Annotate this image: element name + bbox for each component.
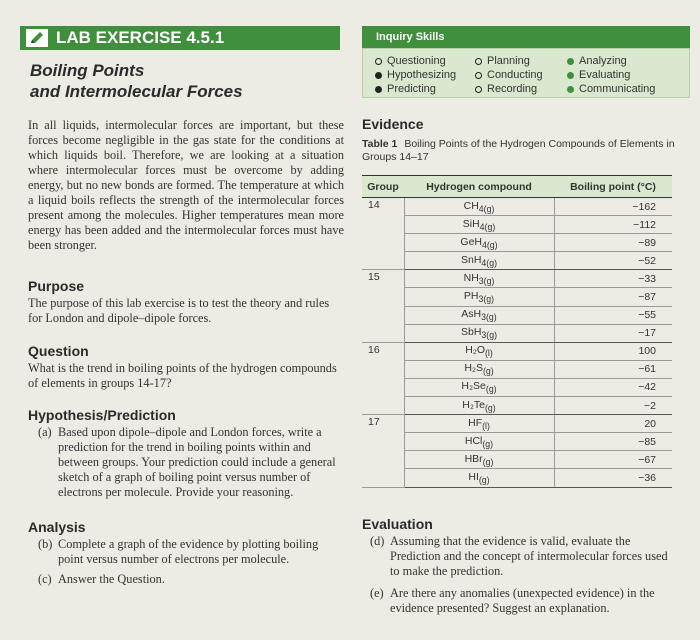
item-text: Answer the Question. [58,572,165,586]
table-row [362,288,672,306]
table-row [362,234,672,252]
boiling-point-cell: −67 [554,451,672,469]
col-header-boiling-point: Boiling point (°C) [554,176,672,198]
hypothesis-heading: Hypothesis/Prediction [28,407,176,423]
skills-column-1 [375,54,456,96]
skill-label: Predicting [387,83,436,95]
table-row [362,216,672,234]
state-subscript: (g) [486,312,497,323]
open-bullet-icon [375,58,382,65]
open-bullet-icon [475,58,482,65]
compound-formula: SnH [460,253,482,266]
compound-cell [404,360,554,378]
compound-cell [404,415,554,433]
item-label: (a) [38,425,52,439]
pencil-icon [26,29,48,47]
boiling-point-cell: −42 [554,378,672,396]
compound-formula: CH [463,199,479,212]
table-row [362,469,672,487]
boiling-point-cell: −2 [554,397,672,415]
compound-cell [404,469,554,487]
analysis-item-c [38,572,344,587]
skill-item [567,82,655,96]
skill-item [475,54,543,68]
compound-formula: HI [468,470,479,483]
compound-formula: NH [463,271,479,284]
skill-label: Questioning [387,55,446,67]
state-subscript: (l) [485,348,493,359]
filled-bullet-icon [567,72,574,79]
compound-cell [404,342,554,360]
skill-label: Conducting [487,69,543,81]
table-row [362,252,672,270]
title-line-1: Boiling Points [30,61,145,80]
skill-label: Planning [487,55,530,67]
col-header-group: Group [362,176,404,198]
boiling-point-cell: −87 [554,288,672,306]
compound-formula: SiH [462,217,480,230]
compound-cell [404,397,554,415]
table-row [362,451,672,469]
compound-cell [404,198,554,216]
question-heading: Question [28,343,89,359]
group-cell: 14 [362,198,404,270]
item-text: Complete a graph of the evidence by plotting boiling point versus number of electrons per molecule. [58,537,319,566]
banner-text: LAB EXERCISE 4.5.1 [56,28,225,47]
skill-item [475,82,543,96]
formula-subscript: 3 [481,330,487,341]
boiling-point-cell: 100 [554,342,672,360]
formula-subscript: 4 [481,257,487,268]
table-row [362,198,672,216]
boiling-point-cell: −61 [554,360,672,378]
compound-formula: HBr [464,452,483,465]
table-label: Table 1 [362,138,398,150]
formula-subscript: 3 [478,275,484,286]
skill-label: Communicating [579,83,656,95]
group-cell: 17 [362,415,404,487]
compound-cell [404,433,554,451]
skill-item [475,68,543,82]
filled-bullet-icon [375,72,382,79]
table-row [362,360,672,378]
evaluation-item-d [370,534,680,579]
inquiry-skills-panel [362,48,690,98]
skill-item [375,54,456,68]
state-subscript: (g) [486,239,498,250]
hypothesis-item-a [38,425,344,500]
compound-formula: H₂Te [462,398,486,411]
boiling-point-cell: −55 [554,306,672,324]
open-bullet-icon [475,72,482,79]
boiling-point-cell: −85 [554,433,672,451]
table-row [362,378,672,396]
purpose-text: The purpose of this lab exercise is to test the theory and rules for London and dipole–dipole forces. [28,296,330,325]
evaluation-item-e [370,586,680,616]
state-subscript: (g) [482,366,494,377]
compound-cell [404,216,554,234]
compound-formula: PH [463,289,479,302]
skill-item [567,54,655,68]
skills-column-3 [567,54,655,96]
col-header-compound: Hydrogen compound [404,176,554,198]
table-caption-text: Boiling Points of the Hydrogen Compounds of Elements in Groups 14–17 [362,138,675,163]
state-subscript: (g) [482,438,494,449]
state-subscript: (g) [483,275,495,286]
table-caption [362,138,692,164]
compound-formula: HF [468,416,483,429]
formula-subscript: 4 [482,239,487,250]
formula-subscript: 4 [479,221,485,232]
state-subscript: (g) [486,330,497,341]
compound-cell [404,270,554,288]
table-row [362,306,672,324]
skill-label: Analyzing [579,55,627,67]
item-text: Assuming that the evidence is valid, evaluate the Prediction and the concept of intermolecular forces used to make the prediction. [390,534,668,578]
state-subscript: (g) [485,402,496,413]
boiling-point-cell: 20 [554,415,672,433]
compound-cell [404,252,554,270]
compound-cell [404,306,554,324]
boiling-point-cell: −36 [554,469,672,487]
state-subscript: (g) [485,384,497,395]
item-label: (c) [38,572,52,586]
item-text: Are there any anomalies (unexpected evidence) in the evidence presented? Suggest an explanation. [390,586,655,615]
skill-item [567,68,655,82]
boiling-point-cell: −17 [554,324,672,342]
lab-exercise-banner [20,26,340,50]
compound-cell [404,288,554,306]
compound-formula: AsH [461,308,482,321]
state-subscript: (g) [484,221,496,232]
compound-formula: HCl [464,434,483,447]
state-subscript: (g) [478,475,490,485]
skill-label: Hypothesizing [387,69,457,81]
intro-paragraph: In all liquids, intermolecular forces are important, but these forces become negligible in the gas state for the conditions at which liquids boil. Therefore, we are looking at a situation where intermolecular forces must be overcome by adding energy, but no new bonds are formed. The temperature at which a liquid boils reflects the strength of the intermolecular forces present among the molecules. Higher temperatures mean more energy has been added and the intermolecular forces must have been stronger. [28,118,344,252]
skill-label: Recording [487,83,538,95]
compound-cell [404,451,554,469]
boiling-point-cell: −33 [554,270,672,288]
state-subscript: (g) [483,294,495,305]
filled-bullet-icon [375,86,382,93]
boiling-point-cell: −162 [554,198,672,216]
group-cell: 16 [362,342,404,414]
question-text: What is the trend in boiling points of the hydrogen compounds of elements in groups 14-17? [28,361,337,390]
compound-formula: H₂S [464,362,483,375]
item-label: (d) [370,534,385,548]
item-label: (b) [38,537,53,551]
compound-cell [404,378,554,396]
compound-formula: SbH [460,326,482,339]
group-cell: 15 [362,270,404,342]
compound-cell [404,324,554,342]
inquiry-skills-heading: Inquiry Skills [362,26,690,48]
table-header-row [362,176,672,198]
analysis-heading: Analysis [28,519,86,535]
compound-formula: GeH [460,235,482,248]
evidence-heading: Evidence [362,116,424,132]
formula-subscript: 3 [478,294,484,305]
item-label: (e) [370,586,384,600]
evaluation-heading: Evaluation [362,516,433,532]
table-row [362,415,672,433]
table-row [362,324,672,342]
title-line-2: and Intermolecular Forces [30,82,243,101]
skills-column-2 [475,54,543,96]
state-subscript: (g) [486,257,497,268]
table-row [362,342,672,360]
table-row [362,433,672,451]
compound-formula: H₂Se [461,380,486,393]
boiling-point-cell: −112 [554,216,672,234]
boiling-point-table [362,175,672,488]
page-title [30,60,330,102]
state-subscript: (l) [482,420,490,431]
skill-item [375,68,456,82]
boiling-point-cell: −89 [554,234,672,252]
open-bullet-icon [475,86,482,93]
table-row [362,397,672,415]
state-subscript: (g) [482,456,494,467]
item-text: Based upon dipole–dipole and London forces, write a prediction for the trend in boiling points within and between groups. Your prediction could include a general sketch of a graph of boiling point versus number of electrons per molecule. Provide your reasoning. [58,425,336,499]
compound-cell [404,234,554,252]
filled-bullet-icon [567,86,574,93]
purpose-heading: Purpose [28,278,85,294]
formula-subscript: 4 [478,203,484,214]
formula-subscript: 3 [481,312,486,323]
analysis-item-b [38,537,344,567]
state-subscript: (g) [483,203,495,214]
boiling-point-cell: −52 [554,252,672,270]
compound-formula: H₂O [465,344,486,357]
filled-bullet-icon [567,58,574,65]
skill-item [375,82,456,96]
skill-label: Evaluating [579,69,631,81]
table-row [362,270,672,288]
